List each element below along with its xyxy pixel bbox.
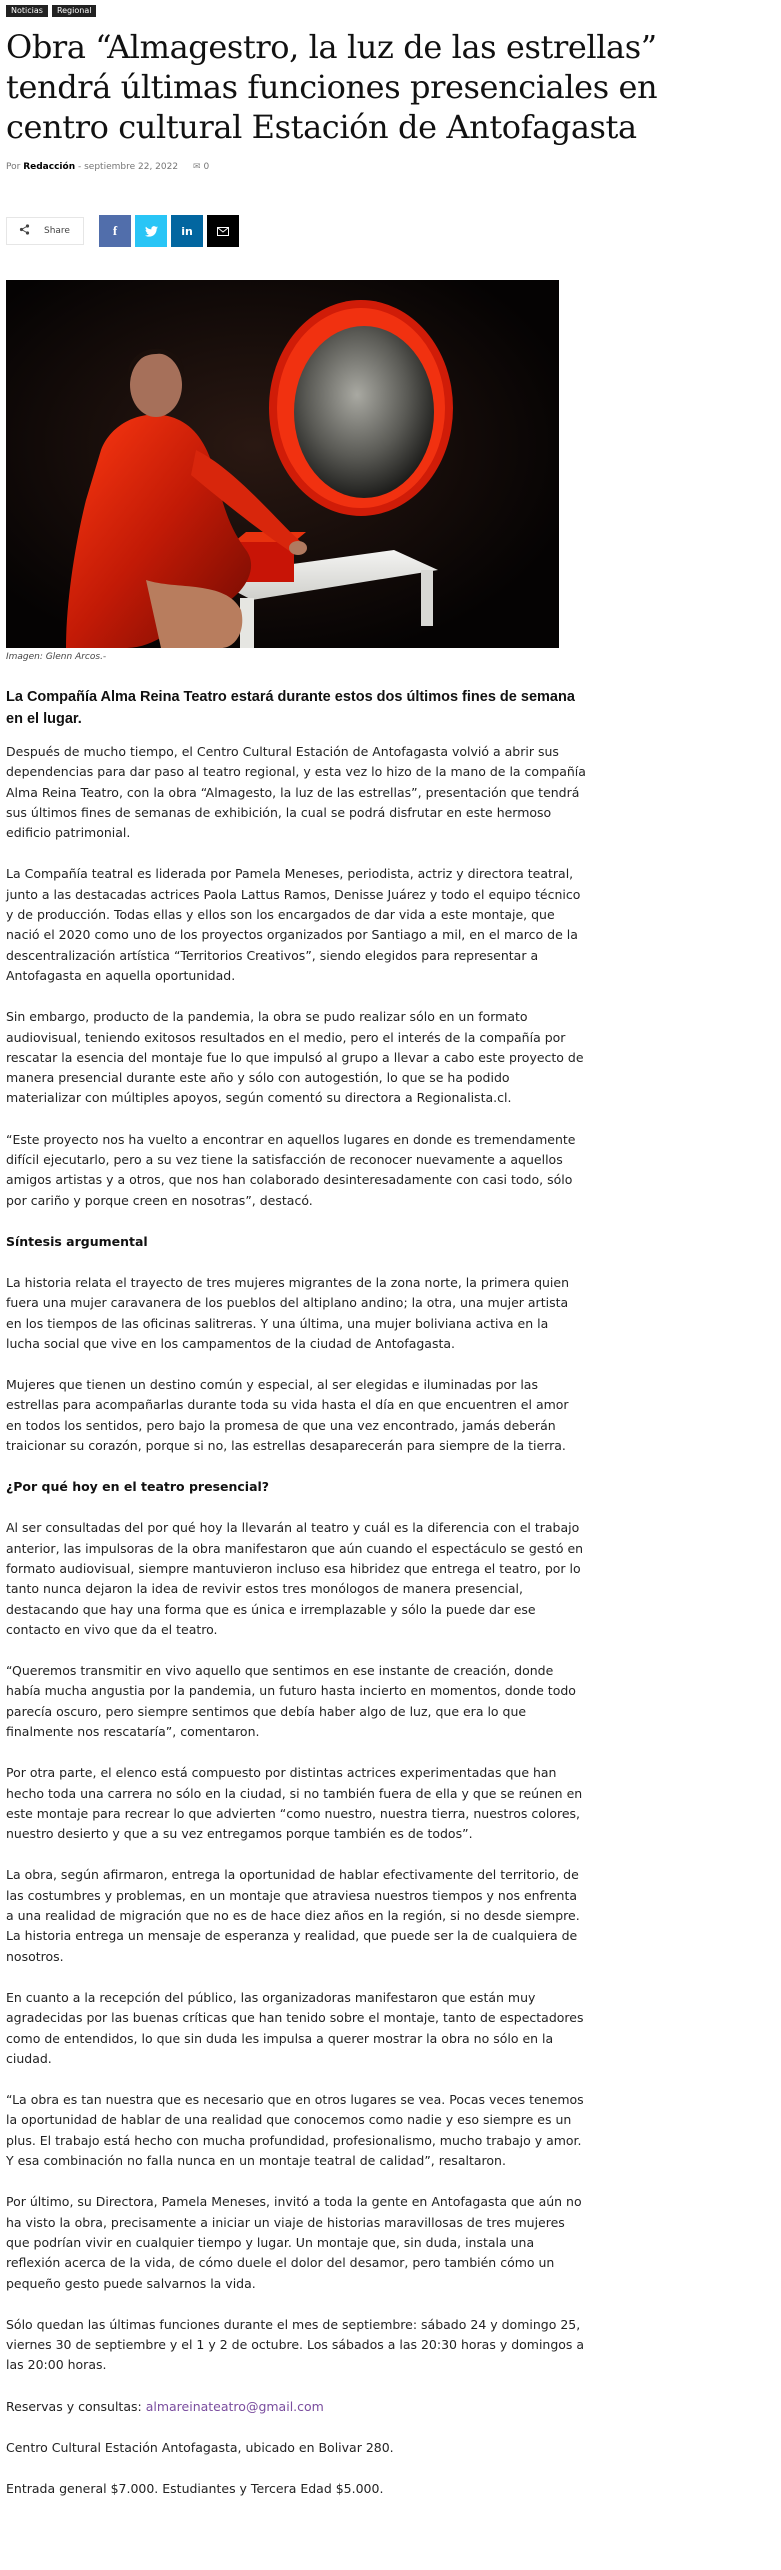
- twitter-icon: [145, 226, 158, 237]
- facebook-icon: f: [112, 223, 118, 238]
- linkedin-icon: in: [181, 224, 193, 238]
- paragraph: Sin embargo, producto de la pandemia, la obra se pudo realizar sólo en un formato audiovisual, teniendo exitosos resultados en el medio, pero el interés de la compañía por rescatar la esencia del montaje fue lo que impulsó al grupo a llevar a cabo este proyecto de manera presencial durante este año y sólo con autogestión, lo que se ha podido materializar con múltiples apoyos, según comentó su directora a Regionalista.cl.: [6, 1009, 584, 1106]
- category-tags: [6, 5, 96, 17]
- paragraph: “Queremos transmitir en vivo aquello que sentimos en ese instante de creación, donde había mucha angustia por la pandemia, un futuro hasta incierto en momentos, donde todo parecía oscuro, pero siempre sentimos que debía haber algo de luz, que era lo que finalmente nos rescataría”, comentaron.: [6, 1663, 576, 1739]
- comment-count: 0: [203, 162, 210, 172]
- paragraph: Mujeres que tienen un destino común y especial, al ser elegidas e iluminadas por las estrellas para acompañarlas durante toda su vida hasta el día en que encuentren el amor en todos los sentidos, pero bajo la promesa de que una vez encontrado, jamás deberán traicionar su corazón, porque si no, las estrellas desaparecerán para siempre de la tierra.: [6, 1377, 569, 1454]
- category-tag-regional[interactable]: Regional: [52, 5, 97, 17]
- contact-label: Reservas y consultas:: [6, 2398, 142, 2414]
- paragraph: “La obra es tan nuestra que es necesario que en otros lugares se vea. Pocas veces tenemos la oportunidad de hablar de una realidad que conocemos como nadie y eso siempre es un plus. El trabajo está hecho con mucha profundidad, profesionalismo, mucho trabajo y amor. Y esa combinación no falla nunca en un montaje teatral de calidad”, resaltaron.: [6, 2092, 584, 2169]
- contact-email-link[interactable]: almareinateatro@gmail.com: [145, 2398, 324, 2414]
- paragraph: La obra, según afirmaron, entrega la oportunidad de hablar efectivamente del territorio, de las costumbres y problemas, en un montaje que atraviesa nuestros tiempos y nos enfrenta a una realidad de migración que no es de hace diez años en la región, si no desde siempre. La historia entrega un mensaje de esperanza y realidad, que puede ser la de cualquiera de nosotros.: [6, 1867, 580, 1964]
- theater-actress-illustration: [6, 280, 559, 648]
- paragraph: Después de mucho tiempo, el Centro Cultural Estación de Antofagasta volvió a abrir sus dependencias para dar paso al teatro regional, y esta vez lo hizo de la mano de la compañía Alma Reina Teatro, con la obra “Almagesto, la luz de las estrellas”, presentación que tendrá sus últimos fines de semanas de exhibición, la cual se podrá disfrutar en este hermoso edificio patrimonial.: [6, 744, 586, 841]
- author-link[interactable]: Redacción: [23, 162, 76, 172]
- comments-link[interactable]: [193, 162, 209, 172]
- facebook-share-button[interactable]: [99, 215, 131, 247]
- envelope-icon: [217, 227, 229, 236]
- linkedin-share-button[interactable]: [171, 215, 203, 247]
- paragraph: Por otra parte, el elenco está compuesto por distintas actrices experimentadas que han hecho toda una carrera no sólo en la ciudad, si no también fuera de ella y que se reúnen en este montaje para recrear lo que advierten “como nuestro, nuestra tierra, nuestros colores, nuestro desierto y que a su vez entregamos porque también es de todos”.: [6, 1765, 583, 1842]
- section-heading-por-que: ¿Por qué hoy en el teatro presencial?: [6, 1479, 270, 1495]
- share-label: Share: [44, 226, 70, 236]
- article-lead: La Compañía Alma Reina Teatro estará durante estos dos últimos fines de semana en el lugar.: [6, 689, 575, 727]
- section-heading-sintesis: Síntesis argumental: [6, 1233, 148, 1249]
- paragraph: Al ser consultadas del por qué hoy la llevarán al teatro y cuál es la diferencia con el trabajo anterior, las impulsoras de la obra manifestaron que aún cuando el espectáculo se gestó en formato audiovisual, siempre mantuvieron incluso esa hibridez que entrega el teatro, por lo tanto nunca dejaron la idea de revivir estos tres monólogos de manera presencial, destacando que hay una forma que es única e irremplazable y sólo la puede dar ese contacto en vivo que da el teatro.: [6, 1520, 584, 1637]
- prices-line: Entrada general $7.000. Estudiantes y Tercera Edad $5.000.: [6, 2481, 384, 2497]
- contact-line: [6, 2397, 586, 2417]
- comment-icon: ✉: [192, 162, 201, 172]
- article-photo: [6, 280, 559, 648]
- email-share-button[interactable]: [207, 215, 239, 247]
- venue-line: Centro Cultural Estación Antofagasta, ubicado en Bolivar 280.: [6, 2440, 394, 2455]
- article-body: [6, 742, 586, 2521]
- by-label: Por: [6, 162, 21, 172]
- article-title: Obra “Almagestro, la luz de las estrellas” tendrá últimas funciones presenciales en centro cultural Estación de Antofagasta: [6, 28, 658, 146]
- photo-caption: Imagen: Glenn Arcos.-: [6, 652, 107, 662]
- paragraph: La historia relata el trayecto de tres mujeres migrantes de la zona norte, la primera quien fuera una mujer caravanera de los pueblos del altiplano andino; la otra, una mujer artista en los tiempos de las oficinas salitreras. Y una última, una mujer boliviana activa en la lucha social que vive en los campamentos de la ciudad de Antofagasta.: [6, 1274, 570, 1351]
- publish-date: septiembre 22, 2022: [84, 162, 179, 172]
- paragraph: “Este proyecto nos ha vuelto a encontrar en aquellos lugares en donde es tremendamente difícil ejecutarlo, pero a su vez tiene la satisfacción de reconocer nuevamente a aquellos amigos artistas y a otros, que nos han colaborado desinteresadamente con casi todo, sólo por cariño y porque creen en nosotras”, destacó.: [6, 1131, 576, 1208]
- paragraph: Por último, su Directora, Pamela Meneses, invitó a toda la gente en Antofagasta que aún no ha visto la obra, precisamente a iniciar un viaje de historias maravillosas de tres mujeres que podrían vivir en cualquier tiempo y lugar. Un montaje que, sin duda, instala una reflexión acerca de la vida, de cómo duele el dolor del desamor, pero también cómo un pequeño gesto puede salvarnos la vida.: [6, 2194, 582, 2291]
- article-meta: [6, 162, 209, 172]
- twitter-share-button[interactable]: [135, 215, 167, 247]
- category-tag-noticias[interactable]: Noticias: [6, 5, 48, 17]
- share-bar: [6, 215, 239, 247]
- paragraph: Sólo quedan las últimas funciones durante el mes de septiembre: sábado 24 y domingo 25, viernes 30 de septiembre y el 1 y 2 de octubre. Los sábados a las 20:30 horas y domingos a las 20:00 horas.: [6, 2316, 585, 2373]
- share-button[interactable]: [6, 217, 84, 245]
- share-icon: [19, 224, 30, 238]
- paragraph: En cuanto a la recepción del público, las organizadoras manifestaron que están muy agradecidas por las buenas críticas que han tenido sobre el montaje, tanto de espectadores como de entendidos, lo que sin duda les impulsa a querer mostrar la obra no sólo en la ciudad.: [6, 1989, 584, 2066]
- paragraph: La Compañía teatral es liderada por Pamela Meneses, periodista, actriz y directora teatral, junto a las destacadas actrices Paola Lattus Ramos, Denisse Juárez y todo el equipo técnico y de producción. Todas ellas y ellos son los encargados de dar vida a este montaje, que nació el 2020 como uno de los proyectos organizados por Santiago a mil, en el marco de la descentralización artística “Territorios Creativos”, siendo elegidos para representar a Antofagasta en aquella oportunidad.: [6, 866, 581, 983]
- meta-separator: -: [77, 162, 82, 172]
